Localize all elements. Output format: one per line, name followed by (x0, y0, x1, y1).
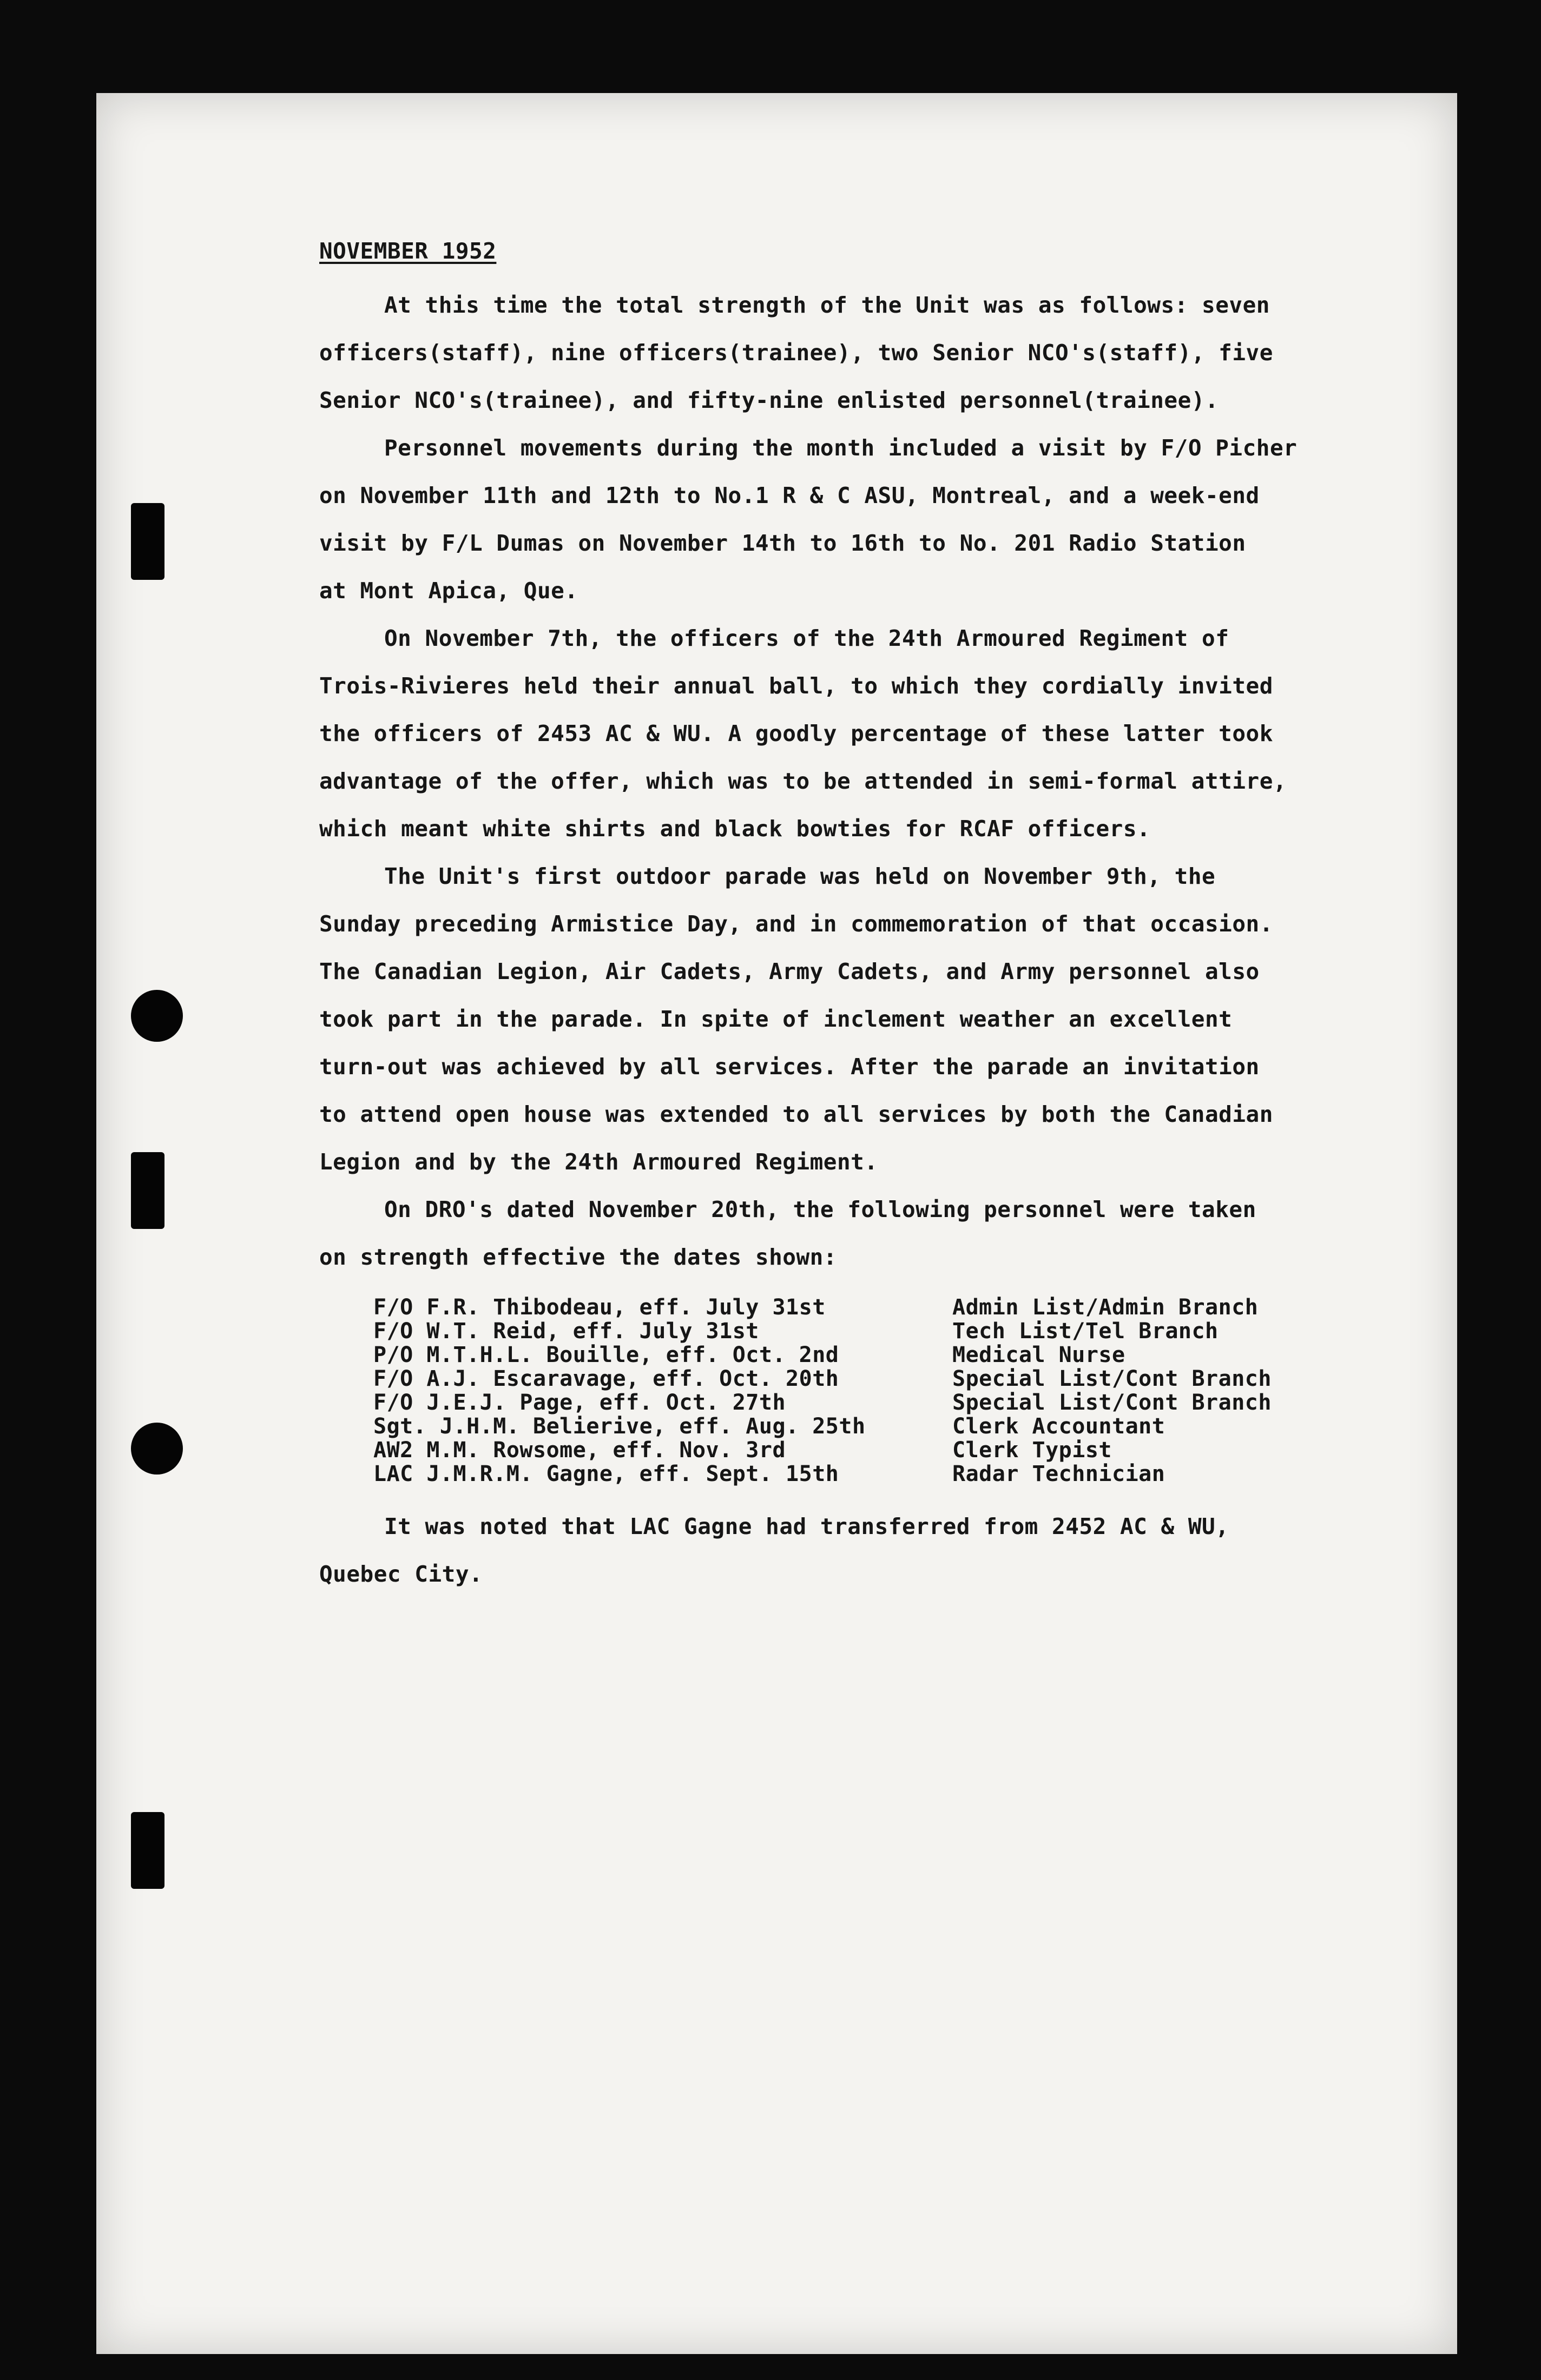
binder-hole-bottom (131, 1812, 164, 1889)
personnel-branch: Special List/Cont Branch (952, 1390, 1272, 1415)
binder-hole-middle (131, 1152, 164, 1229)
body-line: officers(staff), nine officers(trainee), two Senior NCO's(staff), five (319, 340, 1273, 366)
body-line: on November 11th and 12th to No.1 R & C ASU, Montreal, and a week-end (319, 482, 1260, 508)
body-line: Sunday preceding Armistice Day, and in commemoration of that occasion. (319, 911, 1273, 937)
body-line: The Canadian Legion, Air Cadets, Army Cadets, and Army personnel also (319, 958, 1260, 984)
body-line: It was noted that LAC Gagne had transferred from 2452 AC & WU, (384, 1513, 1229, 1539)
personnel-row (373, 1438, 1112, 1463)
personnel-branch: Admin List/Admin Branch (952, 1295, 1259, 1320)
personnel-branch: Clerk Accountant (952, 1414, 1165, 1439)
binder-hole-circle-lower (131, 1423, 183, 1475)
personnel-branch: Tech List/Tel Branch (952, 1319, 1219, 1344)
body-line: to attend open house was extended to all services by both the Canadian (319, 1101, 1273, 1127)
personnel-row (373, 1343, 1125, 1367)
body-line: On November 7th, the officers of the 24th Armoured Regiment of (384, 625, 1229, 651)
binder-hole-circle-upper (131, 990, 183, 1042)
binder-hole-top (131, 503, 164, 580)
body-line: On DRO's dated November 20th, the following personnel were taken (384, 1196, 1256, 1222)
document-heading: NOVEMBER 1952 (319, 238, 497, 264)
personnel-name: P/O M.T.H.L. Bouille, eff. Oct. 2nd (373, 1343, 839, 1367)
personnel-row (373, 1295, 1259, 1320)
body-line: the officers of 2453 AC & WU. A goodly percentage of these latter took (319, 720, 1273, 746)
personnel-name: F/O J.E.J. Page, eff. Oct. 27th (373, 1390, 786, 1415)
body-line: turn-out was achieved by all services. After the parade an invitation (319, 1054, 1260, 1080)
body-line: The Unit's first outdoor parade was held on November 9th, the (384, 863, 1216, 889)
personnel-row (373, 1319, 1219, 1344)
personnel-name: LAC J.M.R.M. Gagne, eff. Sept. 15th (373, 1462, 839, 1486)
body-line: took part in the parade. In spite of inclement weather an excellent (319, 1006, 1233, 1032)
personnel-branch: Medical Nurse (952, 1343, 1125, 1367)
personnel-row (373, 1366, 1272, 1391)
personnel-branch: Radar Technician (952, 1462, 1165, 1486)
body-line: at Mont Apica, Que. (319, 578, 578, 604)
body-line: visit by F/L Dumas on November 14th to 16th to No. 201 Radio Station (319, 530, 1246, 556)
body-line: At this time the total strength of the Unit was as follows: seven (384, 292, 1270, 318)
personnel-row (373, 1462, 1165, 1486)
personnel-row (373, 1414, 1165, 1439)
personnel-branch: Clerk Typist (952, 1438, 1112, 1463)
body-line: Trois-Rivieres held their annual ball, to which they cordially invited (319, 673, 1273, 699)
document-page (96, 93, 1457, 2354)
body-line: Senior NCO's(trainee), and fifty-nine enlisted personnel(trainee). (319, 387, 1219, 413)
body-line: advantage of the offer, which was to be attended in semi-formal attire, (319, 768, 1287, 794)
personnel-name: F/O F.R. Thibodeau, eff. July 31st (373, 1295, 826, 1320)
body-line: Legion and by the 24th Armoured Regiment. (319, 1149, 878, 1175)
personnel-name: F/O W.T. Reid, eff. July 31st (373, 1319, 759, 1344)
personnel-name: F/O A.J. Escaravage, eff. Oct. 20th (373, 1366, 839, 1391)
personnel-name: Sgt. J.H.M. Belierive, eff. Aug. 25th (373, 1414, 866, 1439)
personnel-branch: Special List/Cont Branch (952, 1366, 1272, 1391)
personnel-row (373, 1390, 1272, 1415)
body-line: Quebec City. (319, 1561, 483, 1587)
body-line: on strength effective the dates shown: (319, 1244, 837, 1270)
personnel-name: AW2 M.M. Rowsome, eff. Nov. 3rd (373, 1438, 786, 1463)
body-line: which meant white shirts and black bowties for RCAF officers. (319, 816, 1151, 842)
body-line: Personnel movements during the month included a visit by F/O Picher (384, 435, 1298, 461)
